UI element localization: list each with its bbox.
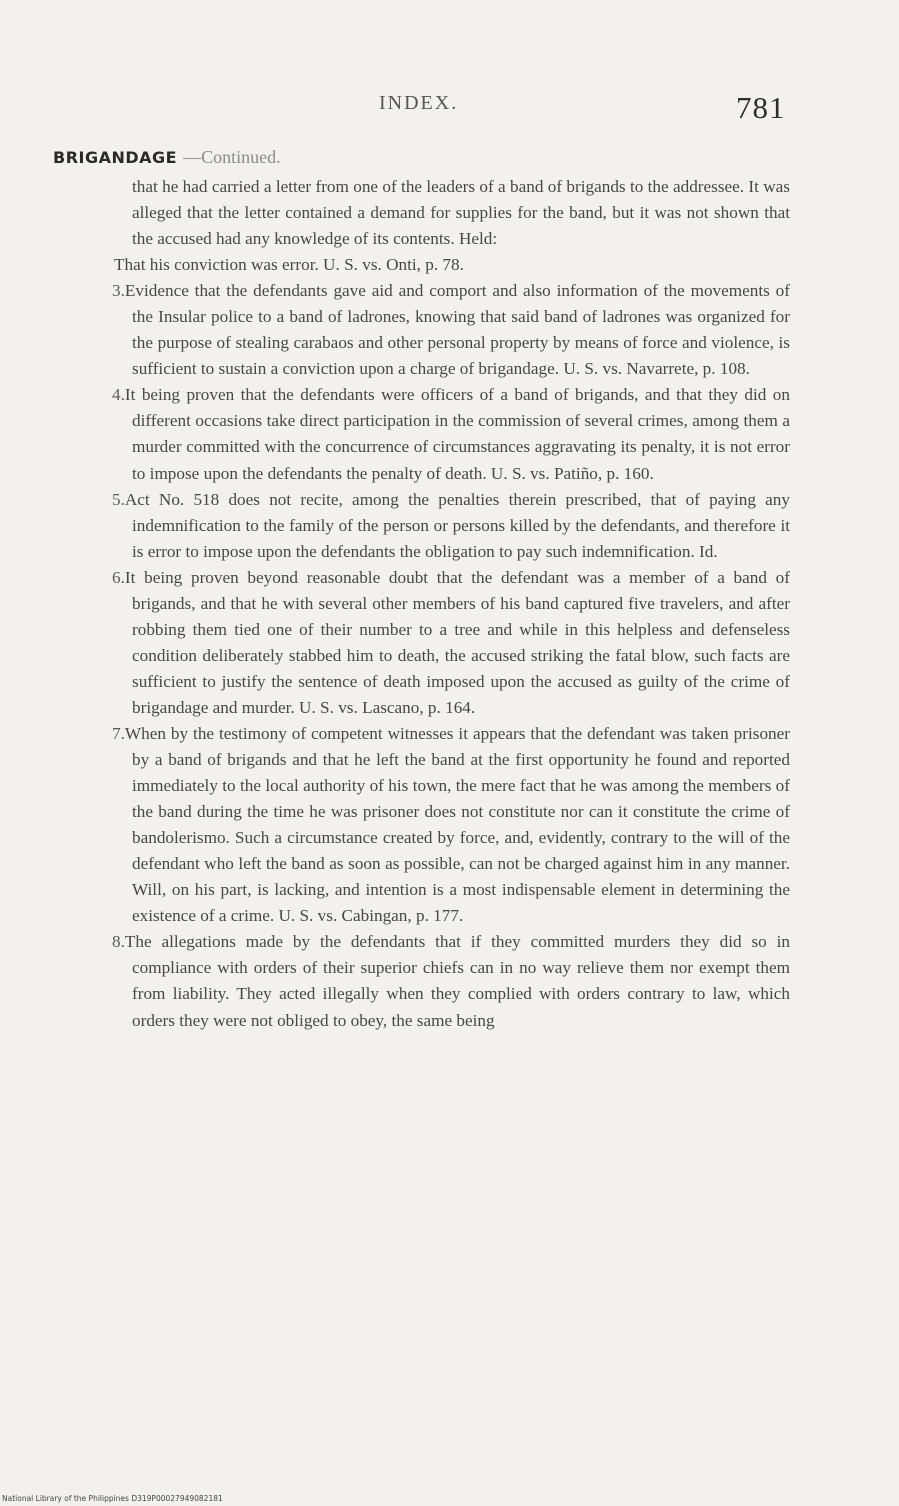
entry-number: 3. — [112, 281, 125, 301]
holding-paragraph: That his conviction was error. U. S. vs. Onti, p. 78. — [114, 255, 464, 275]
entry-text: When by the testimony of competent witnesses it appears that the defendant was taken prisoner by a band of brigands and that he left the band at the first opportunity he found and reported immediately to the local authority of his town, the mere fact that he was among the members of the band during the time he was prisoner does not constitute nor can it constitute the crime of bandolerismo. Such a circumstance created by force, and, evidently, contrary to the will of the defendant who left the band as soon as possible, can not be charged against him in any manner. Will, on his part, is lacking, and intention is a most indispensable element in determining the existence of a crime. U. S. vs. Cabingan, p. 177. — [124, 723, 790, 926]
entry-text: Evidence that the defendants gave aid and comport and also information of the movements of the Insular police to a band of ladrones, knowing that said band of ladrones was organized for the purpose of stealing carabaos and other personal property by means of force and violence, is sufficient to sustain a conviction upon a charge of brigandage. U. S. vs. Navarrete, p. 108. — [124, 281, 790, 379]
index-body — [90, 174, 790, 1034]
entry-number: 7. — [112, 723, 125, 743]
index-entry — [90, 721, 790, 929]
entry-number: 4. — [112, 385, 125, 405]
index-entry — [90, 487, 790, 565]
continuation-paragraph: that he had carried a letter from one of the leaders of a band of brigands to the addressee. It was alleged that the letter contained a demand for supplies for the band, but it was not shown that the accused had any knowledge of its contents. Held: — [132, 177, 790, 249]
index-heading — [53, 147, 281, 168]
scan-footer: National Library of the Philippines D319P00027949082181 — [2, 1494, 223, 1503]
entry-text: Act No. 518 does not recite, among the penalties therein prescribed, that of paying any indemnification to the family of the person or persons killed by the defendants, and therefore it is error to impose upon the defendants the obligation to pay such indemnification. Id. — [124, 489, 790, 561]
index-entry — [90, 565, 790, 721]
index-entry — [90, 382, 790, 486]
index-term-continued: —Continued. — [183, 147, 281, 167]
entry-text: It being proven that the defendants were officers of a band of brigands, and that they did on different occasions take direct participation in the commission of several crimes, among them a murder committed with the concurrence of circumstances aggravating its penalty, it is not error to impose upon the defendants the penalty of death. U. S. vs. Patiño, p. 160. — [124, 385, 790, 483]
index-entry — [90, 929, 790, 1033]
index-entry — [90, 278, 790, 382]
entry-number: 5. — [112, 489, 125, 509]
entry-number: 6. — [112, 567, 125, 587]
index-term: BRIGANDAGE — [53, 148, 178, 167]
entry-number: 8. — [112, 932, 125, 952]
entry-text: It being proven beyond reasonable doubt that the defendant was a member of a band of brigands, and that he with several other members of his band captured five travelers, and after robbing them tied one of their number to a tree and while in this helpless and defenseless condition deliberately stabbed him to death, the accused striking the fatal blow, such facts are sufficient to justify the sentence of death imposed upon the accused as guilty of the crime of brigandage and murder. U. S. vs. Lascano, p. 164. — [124, 567, 790, 717]
page-number: 781 — [736, 90, 786, 125]
entry-text: The allegations made by the defendants that if they committed murders they did so in compliance with orders of their superior chiefs can in no way relieve them nor exempt them from liability. They acted illegally when they complied with orders contrary to law, which orders they were not obliged to obey, the same being — [124, 932, 790, 1030]
running-head: INDEX. — [379, 92, 459, 114]
